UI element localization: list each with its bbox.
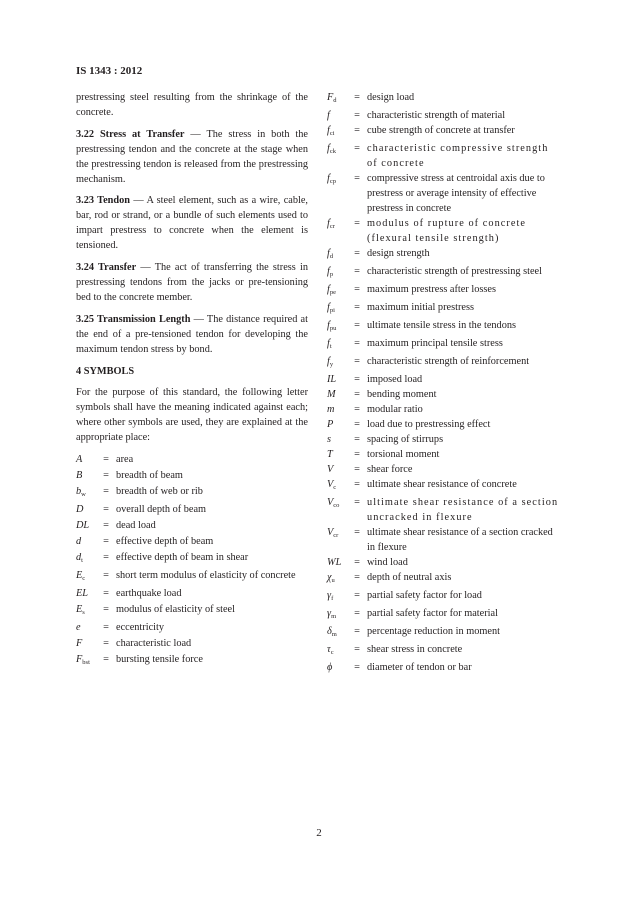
symbol-subscript: cp bbox=[329, 178, 337, 185]
symbol bbox=[76, 621, 96, 636]
symbol-letter: DL bbox=[76, 519, 90, 531]
equals-sign: = bbox=[354, 572, 360, 584]
symbol-subscript: m bbox=[331, 613, 337, 621]
symbol-letter: e bbox=[76, 621, 81, 633]
symbol-definition: modulus of elasticity of steel bbox=[116, 603, 235, 615]
equals-sign: = bbox=[103, 621, 109, 633]
clause-3-25-text: — The distance required at the end of a pre-tensioned tendon for developing the maximum tendon stress by bond. bbox=[76, 313, 308, 355]
symbol-subscript: co bbox=[333, 502, 340, 510]
symbols-intro: For the purpose of this standard, the following letter symbols shall have the meaning indicated against each; where other symbols are used, they are explained at the appropriate place: bbox=[76, 387, 308, 444]
symbol-row bbox=[327, 283, 559, 301]
symbol-row bbox=[327, 124, 559, 142]
symbol-definition: eccentricity bbox=[116, 621, 165, 633]
equals-sign: = bbox=[103, 519, 109, 531]
symbol bbox=[327, 478, 347, 496]
equals-sign: = bbox=[103, 470, 109, 482]
symbol bbox=[327, 319, 347, 337]
symbol-row bbox=[76, 453, 308, 469]
symbol-subscript: c bbox=[82, 574, 86, 582]
equals-sign: = bbox=[103, 587, 109, 599]
symbol-row bbox=[327, 355, 559, 373]
clause-3-24-text: — The act of transferring the stress in prestressing tendons from the jacks or pre-tensioning bed to the concrete member. bbox=[76, 262, 308, 303]
equals-sign: = bbox=[354, 419, 360, 430]
symbol-definition: overall depth of beam bbox=[116, 504, 207, 515]
symbol-letter: P bbox=[327, 419, 334, 430]
symbol-subscript: pe bbox=[329, 288, 337, 296]
equals-sign: = bbox=[354, 388, 360, 400]
symbol-row bbox=[327, 478, 559, 496]
symbol-definition: ultimate tensile stress in the tendons bbox=[367, 319, 516, 331]
symbol bbox=[327, 433, 347, 448]
symbol-row bbox=[327, 607, 559, 625]
symbol-definition: characteristic strength of reinforcement bbox=[367, 355, 530, 367]
symbol-row bbox=[327, 403, 559, 418]
symbol bbox=[327, 301, 347, 319]
symbol-subscript: c bbox=[333, 484, 337, 492]
equals-sign: = bbox=[354, 464, 360, 476]
symbol-row bbox=[76, 653, 308, 671]
clause-3-22 bbox=[76, 128, 308, 188]
symbol-row bbox=[327, 265, 559, 283]
symbol-row bbox=[76, 569, 308, 587]
symbol-definition: ultimate shear resistance of a section uncracked in flexure bbox=[367, 497, 559, 524]
symbol-letter: V bbox=[327, 497, 334, 509]
symbol-definition: load due to prestressing effect bbox=[367, 419, 491, 430]
symbol-definition: spacing of stirrups bbox=[367, 434, 444, 446]
symbol-letter: b bbox=[76, 486, 82, 497]
symbol bbox=[327, 463, 347, 478]
symbol-letter: V bbox=[327, 527, 334, 539]
clause-3-23-title: 3.23 Tendon bbox=[76, 195, 131, 207]
symbol-row bbox=[327, 319, 559, 337]
equals-sign: = bbox=[354, 143, 360, 155]
symbol-definition: maximum prestress after losses bbox=[367, 283, 496, 295]
section-heading-symbols: 4 SYMBOLS bbox=[76, 365, 135, 377]
symbol-letter: A bbox=[76, 454, 83, 466]
symbol-definition: shear force bbox=[367, 464, 413, 476]
symbol-letter: γ bbox=[327, 608, 332, 620]
symbol-definition: effective depth of beam bbox=[116, 535, 214, 547]
symbol-row bbox=[327, 526, 559, 556]
symbol-row bbox=[327, 91, 559, 109]
symbol-subscript: w bbox=[81, 491, 86, 498]
symbol-row bbox=[327, 496, 559, 526]
symbol-letter: δ bbox=[327, 626, 332, 638]
symbol bbox=[76, 469, 96, 484]
symbol-row bbox=[76, 485, 308, 503]
clause-3-23-text: — A steel element, such as a wire, cable, bar, rod or strand, or a bundle of such elements used to impart prestress to concrete when the element is tensioned. bbox=[76, 195, 309, 252]
symbol-definition: characteristic strength of prestressing steel bbox=[367, 265, 542, 277]
clause-3-23 bbox=[76, 194, 308, 254]
equals-sign: = bbox=[354, 247, 360, 259]
symbol-definition: depth of neutral axis bbox=[367, 572, 452, 584]
symbol-letter: V bbox=[327, 479, 334, 491]
clause-3-22-text: — The stress in both the prestressing tendon and the concrete at the stage when the prestressing tendon is released from the prestressing mechanism. bbox=[76, 128, 309, 185]
symbol-row bbox=[327, 643, 559, 661]
symbol-subscript: t bbox=[81, 556, 83, 564]
equals-sign: = bbox=[354, 644, 360, 656]
equals-sign: = bbox=[354, 173, 360, 184]
symbol-letter: f bbox=[327, 173, 330, 184]
symbol-subscript: f bbox=[331, 595, 334, 603]
symbol-definition: cube strength of concrete at transfer bbox=[367, 125, 515, 137]
symbol-definition: design load bbox=[367, 92, 415, 103]
symbol-definition: breadth of beam bbox=[116, 470, 183, 482]
equals-sign: = bbox=[354, 110, 360, 121]
symbol bbox=[327, 355, 347, 373]
symbol-letter: s bbox=[327, 434, 332, 446]
equals-sign: = bbox=[354, 626, 360, 638]
symbol-row bbox=[76, 603, 308, 621]
symbol bbox=[76, 485, 96, 503]
equals-sign: = bbox=[354, 92, 360, 103]
symbol bbox=[327, 643, 347, 661]
symbol bbox=[327, 403, 347, 418]
symbol-definition: partial safety factor for load bbox=[367, 590, 482, 602]
symbol-letter: f bbox=[327, 337, 330, 349]
symbol-subscript: s bbox=[82, 608, 85, 616]
equals-sign: = bbox=[103, 603, 109, 615]
symbol-letter: f bbox=[327, 217, 330, 229]
symbol-row bbox=[327, 448, 559, 463]
symbol bbox=[327, 124, 347, 142]
symbol-row bbox=[76, 519, 308, 535]
standard-header: IS 1343 : 2012 bbox=[76, 65, 143, 77]
symbol-subscript: pu bbox=[329, 324, 337, 332]
equals-sign: = bbox=[354, 662, 360, 674]
symbol bbox=[76, 637, 96, 652]
equals-sign: = bbox=[354, 319, 360, 331]
symbol bbox=[327, 589, 347, 607]
symbol-row bbox=[327, 571, 559, 589]
symbol-letter: γ bbox=[327, 590, 332, 602]
equals-sign: = bbox=[103, 486, 109, 497]
equals-sign: = bbox=[354, 355, 360, 367]
equals-sign: = bbox=[354, 283, 360, 295]
symbol-row bbox=[327, 247, 559, 265]
symbol-definition: short term modulus of elasticity of concrete bbox=[116, 569, 296, 581]
symbol-definition: characteristic compressive strength of concrete bbox=[367, 143, 549, 169]
equals-sign: = bbox=[103, 535, 109, 547]
symbol-definition: bursting tensile force bbox=[116, 653, 203, 665]
symbol bbox=[327, 496, 347, 514]
equals-sign: = bbox=[354, 373, 360, 385]
symbol-row bbox=[327, 172, 559, 217]
symbol-letter: T bbox=[327, 449, 333, 461]
symbol-definition: dead load bbox=[116, 519, 156, 531]
symbol bbox=[327, 661, 347, 676]
symbol-row bbox=[327, 301, 559, 319]
symbol-row bbox=[327, 661, 559, 676]
symbol-letter: E bbox=[76, 569, 83, 581]
symbol-letter: f bbox=[327, 265, 330, 277]
symbol bbox=[76, 535, 96, 550]
equals-sign: = bbox=[354, 479, 360, 491]
equals-sign: = bbox=[354, 301, 360, 313]
symbol bbox=[76, 503, 96, 518]
symbol-subscript: t bbox=[329, 342, 332, 350]
symbol-definition: area bbox=[116, 454, 134, 466]
symbol-row bbox=[76, 503, 308, 519]
symbol-row bbox=[327, 373, 559, 388]
symbol bbox=[76, 569, 96, 587]
symbol-letter: ϕ bbox=[327, 662, 333, 674]
symbol-letter: f bbox=[327, 143, 330, 155]
symbol-definition: characteristic strength of material bbox=[367, 110, 506, 121]
symbol-subscript: pi bbox=[329, 306, 335, 314]
symbol-subscript: bst bbox=[82, 658, 90, 666]
clause-3-22-title: 3.22 Stress at Transfer bbox=[76, 128, 185, 140]
symbol-row bbox=[76, 469, 308, 485]
symbol-definition: torsional moment bbox=[367, 449, 440, 461]
equals-sign: = bbox=[354, 527, 360, 539]
clause-3-25 bbox=[76, 313, 308, 358]
symbol bbox=[327, 265, 347, 283]
left-symbol-list bbox=[76, 453, 308, 671]
symbol-letter: f bbox=[327, 355, 330, 367]
symbol bbox=[327, 172, 347, 190]
symbol bbox=[327, 607, 347, 625]
symbol-row bbox=[327, 556, 559, 571]
symbol-definition: breadth of web or rib bbox=[116, 486, 203, 497]
symbol-row bbox=[76, 621, 308, 637]
symbol-row bbox=[327, 337, 559, 355]
symbol-letter: d bbox=[76, 551, 82, 563]
symbol-definition: modular ratio bbox=[367, 403, 423, 415]
symbol-definition: compressive stress at centroidal axis due to prestress or average intensity of effective prestress in concrete bbox=[367, 173, 545, 214]
symbol-definition: wind load bbox=[367, 557, 408, 569]
symbol bbox=[327, 388, 347, 403]
symbol-definition: characteristic load bbox=[116, 637, 192, 649]
symbol-row bbox=[327, 109, 559, 124]
symbol-letter: D bbox=[76, 504, 84, 515]
symbol-definition: diameter of tendon or bar bbox=[367, 662, 472, 674]
symbol bbox=[327, 91, 347, 109]
symbol-letter: V bbox=[327, 464, 334, 476]
page-number: 2 bbox=[316, 827, 322, 839]
symbol-letter: F bbox=[327, 92, 334, 103]
symbol bbox=[327, 418, 347, 433]
symbol-letter: B bbox=[76, 470, 83, 482]
symbol bbox=[76, 653, 96, 671]
symbol-subscript: d bbox=[333, 97, 337, 104]
symbol-definition: maximum principal tensile stress bbox=[367, 337, 503, 349]
symbol-letter: f bbox=[327, 247, 330, 259]
symbol bbox=[327, 337, 347, 355]
symbol-definition: ultimate shear resistance of a section cracked in flexure bbox=[367, 527, 553, 554]
symbol bbox=[76, 519, 96, 534]
symbol-row bbox=[76, 637, 308, 653]
symbol-subscript: u bbox=[331, 577, 335, 585]
symbol-definition: shear stress in concrete bbox=[367, 644, 463, 656]
symbol bbox=[327, 247, 347, 265]
symbol-letter: d bbox=[76, 535, 82, 547]
symbol bbox=[327, 571, 347, 589]
symbol-subscript: p bbox=[329, 270, 334, 278]
right-symbol-list bbox=[327, 91, 559, 676]
symbol-letter: τ bbox=[327, 644, 331, 656]
symbol-subscript: cr bbox=[329, 222, 335, 230]
symbol-letter: WL bbox=[327, 557, 342, 569]
symbol-subscript: cr bbox=[333, 532, 339, 540]
equals-sign: = bbox=[354, 590, 360, 602]
symbol-definition: design strength bbox=[367, 247, 430, 259]
symbol-row bbox=[76, 551, 308, 569]
symbol bbox=[327, 526, 347, 544]
equals-sign: = bbox=[354, 125, 360, 137]
symbol-subscript: d bbox=[329, 252, 334, 260]
symbol bbox=[327, 283, 347, 301]
clause-3-24-title: 3.24 Transfer bbox=[76, 262, 137, 274]
symbol bbox=[327, 142, 347, 160]
symbol-row bbox=[327, 589, 559, 607]
symbol-definition: percentage reduction in moment bbox=[367, 626, 500, 638]
symbol-letter: f bbox=[327, 110, 330, 121]
symbol-definition: modulus of rupture of concrete (flexural tensile strength) bbox=[367, 217, 527, 244]
equals-sign: = bbox=[354, 337, 360, 349]
intro-paragraph: prestressing steel resulting from the shrinkage of the concrete. bbox=[76, 92, 308, 118]
equals-sign: = bbox=[354, 608, 360, 620]
right-column bbox=[327, 91, 559, 676]
symbol-definition: earthquake load bbox=[116, 587, 182, 599]
symbol bbox=[327, 448, 347, 463]
symbol bbox=[327, 217, 347, 235]
symbol-subscript: ci bbox=[329, 130, 335, 138]
symbol-letter: f bbox=[327, 319, 330, 331]
symbol-letter: f bbox=[327, 283, 330, 295]
symbol-subscript: c bbox=[330, 649, 334, 657]
symbol bbox=[327, 625, 347, 643]
equals-sign: = bbox=[103, 454, 109, 466]
symbol-letter: χ bbox=[327, 572, 332, 584]
equals-sign: = bbox=[354, 557, 360, 569]
symbol-definition: bending moment bbox=[367, 388, 437, 400]
symbol bbox=[327, 556, 347, 571]
symbol-letter: F bbox=[76, 653, 83, 665]
symbol bbox=[327, 109, 347, 124]
equals-sign: = bbox=[103, 653, 109, 665]
symbol-letter: M bbox=[327, 388, 336, 400]
symbol-row bbox=[76, 587, 308, 603]
symbol-row bbox=[327, 217, 559, 247]
symbol-definition: ultimate shear resistance of concrete bbox=[367, 479, 517, 491]
symbol-letter: E bbox=[76, 603, 83, 615]
clause-3-25-title: 3.25 Transmission Length bbox=[76, 313, 191, 325]
equals-sign: = bbox=[354, 403, 360, 415]
symbol-letter: f bbox=[327, 125, 330, 137]
symbol-subscript: m bbox=[331, 631, 337, 639]
symbol-row bbox=[327, 625, 559, 643]
equals-sign: = bbox=[354, 434, 360, 446]
symbol bbox=[76, 453, 96, 468]
symbol-row bbox=[327, 388, 559, 403]
equals-sign: = bbox=[354, 449, 360, 461]
symbol bbox=[327, 373, 347, 388]
symbol-definition: imposed load bbox=[367, 373, 423, 385]
symbol bbox=[76, 603, 96, 621]
equals-sign: = bbox=[103, 504, 109, 515]
symbol bbox=[76, 551, 96, 569]
equals-sign: = bbox=[103, 637, 109, 649]
symbol-letter: m bbox=[327, 403, 335, 415]
symbol-letter: F bbox=[76, 637, 83, 649]
equals-sign: = bbox=[354, 497, 360, 509]
symbol-letter: IL bbox=[327, 373, 337, 385]
symbol-subscript: ck bbox=[329, 148, 337, 156]
symbol-letter: f bbox=[327, 301, 330, 313]
symbol-subscript: y bbox=[329, 360, 334, 368]
symbol-definition: effective depth of beam in shear bbox=[116, 551, 249, 563]
symbol-row bbox=[327, 142, 559, 172]
symbol-row bbox=[327, 463, 559, 478]
symbol-definition: maximum initial prestress bbox=[367, 301, 474, 313]
clause-3-24 bbox=[76, 261, 308, 306]
equals-sign: = bbox=[103, 569, 109, 581]
equals-sign: = bbox=[103, 551, 109, 563]
left-column bbox=[76, 91, 308, 671]
equals-sign: = bbox=[354, 217, 360, 229]
symbol-row bbox=[327, 418, 559, 433]
equals-sign: = bbox=[354, 265, 360, 277]
symbol-letter: EL bbox=[76, 587, 89, 599]
symbol-row bbox=[76, 535, 308, 551]
symbol-definition: partial safety factor for material bbox=[367, 608, 498, 620]
symbol-row bbox=[327, 433, 559, 448]
symbol bbox=[76, 587, 96, 602]
